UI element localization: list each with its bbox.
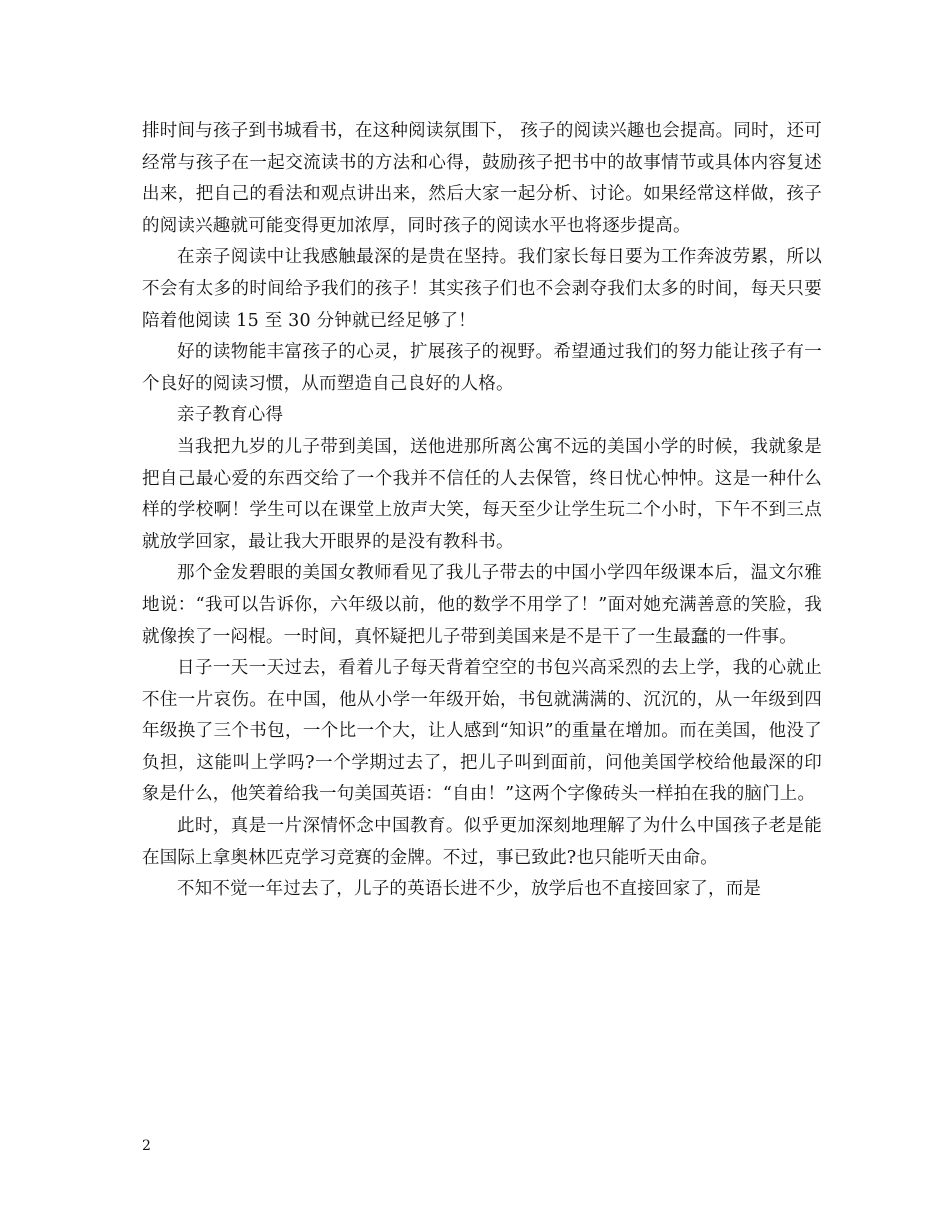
paragraph-7: 日子一天一天过去，看着儿子每天背着空空的书包兴高采烈的去上学，我的心就止不住一片哀伤。在中国，他从小学一年级开始，书包就满满的、沉沉的，从一年级到四年级换了三个书包，一个比一个大，让人感到“知识”的重量在增加。而在美国，他没了负担，这能叫上学吗?一个学期过去了，把儿子叫到面前，问他美国学校给他最深的印象是什么，他笑着给我一句美国英语：“自由！”这两个字像砖头一样拍在我的脑门上。 [142,658,822,805]
paragraph-9: 不知不觉一年过去了，儿子的英语长进不少，放学后也不直接回家了，而是 [177,879,762,900]
paragraph-5: 当我把九岁的儿子带到美国，送他进那所离公寓不远的美国小学的时候，我就象是把自己最心爱的东西交给了一个我并不信任的人去保管，终日忧心忡忡。这是一种什么样的学校啊！学生可以在课堂上放声大笑，每天至少让学生玩二个小时，下午不到三点就放学回家，最让我大开眼界的是没有教科书。 [142,436,822,552]
section-heading: 亲子教育心得 [177,405,284,426]
paragraph-3: 好的读物能丰富孩子的心灵，扩展孩子的视野。希望通过我们的努力能让孩子有一个良好的阅读习惯，从而塑造自己良好的人格。 [142,342,822,394]
document-body [142,116,822,906]
paragraph-6: 那个金发碧眼的美国女教师看见了我儿子带去的中国小学四年级课本后，温文尔雅地说：“我可以告诉你，六年级以前，他的数学不用学了！”面对她充满善意的笑脸，我就像挨了一闷棍。一时间，真怀疑把儿子带到美国来是不是干了一生最蠢的一件事。 [142,563,822,647]
page-number: 2 [142,1138,151,1154]
paragraph-8: 此时，真是一片深情怀念中国教育。似乎更加深刻地理解了为什么中国孩子老是能在国际上拿奥林匹克学习竞赛的金牌。不过，事已致此?也只能听天由命。 [142,816,822,868]
paragraph-1: 排时间与孩子到书城看书，在这种阅读氛围下， 孩子的阅读兴趣也会提高。同时，还可经常与孩子在一起交流读书的方法和心得，鼓励孩子把书中的故事情节或具体内容复述出来，把自己的看法和观点讲出来，然后大家一起分析、讨论。如果经常这样做，孩子的阅读兴趣就可能变得更加浓厚，同时孩子的阅读水平也将逐步提高。 [142,121,822,236]
paragraph-2: 在亲子阅读中让我感触最深的是贵在坚持。我们家长每日要为工作奔波劳累，所以不会有太多的时间给予我们的孩子！其实孩子们也不会剥夺我们太多的时间，每天只要陪着他阅读 15 至 30 分钟就已经足够了！ [142,247,822,331]
